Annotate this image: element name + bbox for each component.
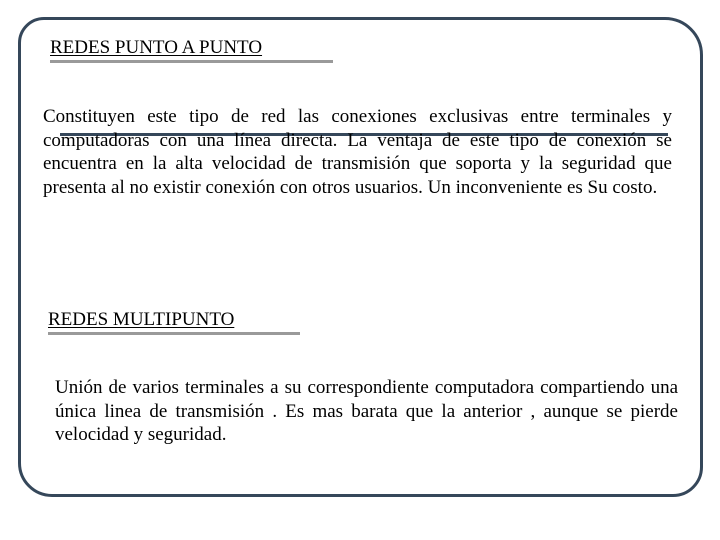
heading-point-to-point: REDES PUNTO A PUNTO xyxy=(50,37,263,58)
heading-multipoint: REDES MULTIPUNTO xyxy=(48,309,235,330)
paragraph-multipoint: Unión de varios terminales a su correspondiente computadora compartiendo una única linea de transmisión . Es mas barata que la anterior , aunque se pierde velocidad y seguridad. xyxy=(55,377,678,445)
heading-underline-shadow xyxy=(50,60,333,63)
heading-underline-shadow xyxy=(48,332,300,335)
paragraph-point-to-point: Constituyen este tipo de red las conexiones exclusivas entre terminales y computadoras con una línea directa. La ventaja de este tipo de conexión se encuentra en la alta velocidad de transmisión que soporta y la seguridad que presenta al no existir conexión con otros usuarios. Un inconveniente es Su costo. xyxy=(43,106,672,198)
